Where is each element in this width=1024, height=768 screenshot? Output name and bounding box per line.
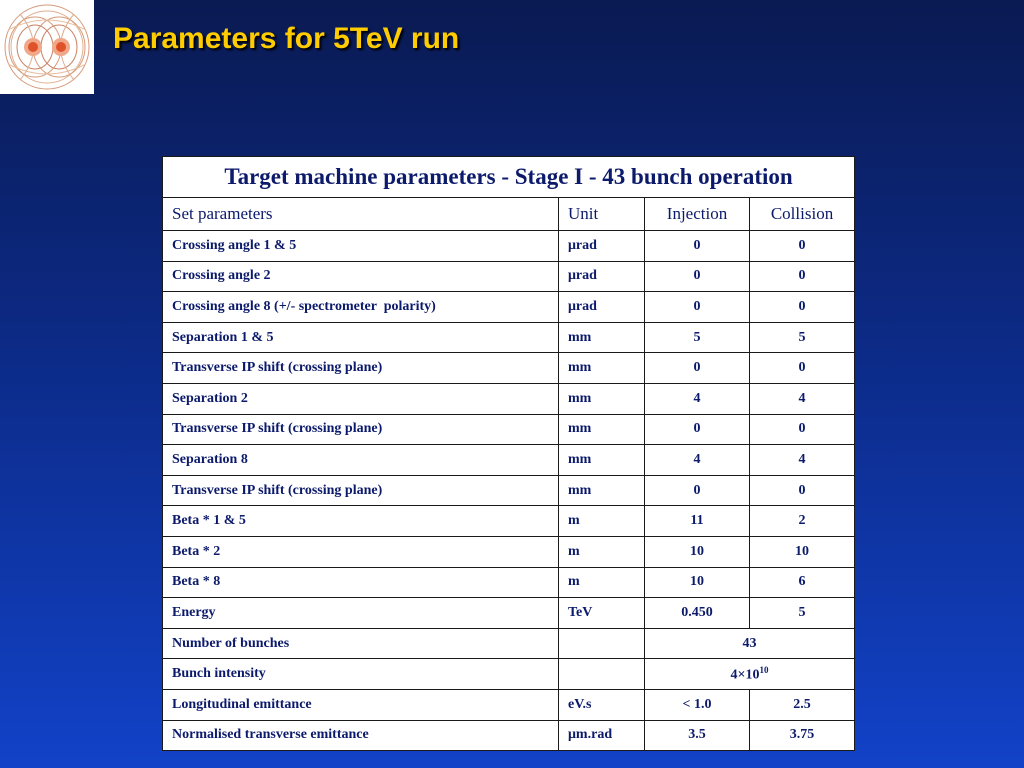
param-unit bbox=[559, 628, 645, 659]
table-row bbox=[163, 536, 855, 567]
collision-value: 5 bbox=[750, 598, 855, 629]
table-row bbox=[163, 567, 855, 598]
injection-value: 10 bbox=[645, 536, 750, 567]
table-row bbox=[163, 475, 855, 506]
collision-value: 0 bbox=[750, 414, 855, 445]
collision-value: 4 bbox=[750, 445, 855, 476]
table-row bbox=[163, 231, 855, 262]
param-name: Bunch intensity bbox=[163, 659, 559, 690]
param-name: Transverse IP shift (crossing plane) bbox=[163, 475, 559, 506]
injection-value: 4 bbox=[645, 445, 750, 476]
param-unit: mm bbox=[559, 475, 645, 506]
table-row bbox=[163, 445, 855, 476]
table-caption: Target machine parameters - Stage I - 43 bunch operation bbox=[163, 157, 855, 198]
param-name: Energy bbox=[163, 598, 559, 629]
param-name: Crossing angle 8 (+/- spectrometer polarity) bbox=[163, 292, 559, 323]
header-unit: Unit bbox=[559, 198, 645, 231]
collision-value: 0 bbox=[750, 231, 855, 262]
param-unit: m bbox=[559, 536, 645, 567]
param-name: Beta * 1 & 5 bbox=[163, 506, 559, 537]
param-unit: m bbox=[559, 567, 645, 598]
param-name: Separation 8 bbox=[163, 445, 559, 476]
injection-value: 0 bbox=[645, 261, 750, 292]
header-injection: Injection bbox=[645, 198, 750, 231]
intensity-exponent: 10 bbox=[759, 664, 769, 675]
slide-title: Parameters for 5TeV run bbox=[113, 22, 460, 55]
header-collision: Collision bbox=[750, 198, 855, 231]
table-row bbox=[163, 506, 855, 537]
table-row bbox=[163, 414, 855, 445]
param-unit: mm bbox=[559, 414, 645, 445]
table-row-long-emittance bbox=[163, 689, 855, 720]
collision-value: 5 bbox=[750, 322, 855, 353]
param-unit bbox=[559, 659, 645, 690]
param-unit: mm bbox=[559, 383, 645, 414]
collision-value: 0 bbox=[750, 353, 855, 384]
param-unit: mm bbox=[559, 322, 645, 353]
param-name: Longitudinal emittance bbox=[163, 689, 559, 720]
param-name: Normalised transverse emittance bbox=[163, 720, 559, 751]
collision-value: 2.5 bbox=[750, 689, 855, 720]
intensity-value bbox=[645, 659, 855, 690]
table-row-intensity bbox=[163, 659, 855, 690]
param-name: Crossing angle 1 & 5 bbox=[163, 231, 559, 262]
lhc-beam-logo-icon bbox=[0, 0, 94, 94]
injection-value: 0 bbox=[645, 414, 750, 445]
injection-value: 0.450 bbox=[645, 598, 750, 629]
param-name: Transverse IP shift (crossing plane) bbox=[163, 353, 559, 384]
param-unit: m bbox=[559, 506, 645, 537]
param-unit: μrad bbox=[559, 261, 645, 292]
table-row-bunches bbox=[163, 628, 855, 659]
injection-value: 5 bbox=[645, 322, 750, 353]
table-header-row bbox=[163, 198, 855, 231]
table-row bbox=[163, 292, 855, 323]
injection-value: 10 bbox=[645, 567, 750, 598]
collision-value: 0 bbox=[750, 261, 855, 292]
injection-value: 11 bbox=[645, 506, 750, 537]
param-unit: eV.s bbox=[559, 689, 645, 720]
table-row bbox=[163, 598, 855, 629]
collision-value: 10 bbox=[750, 536, 855, 567]
param-name: Separation 1 & 5 bbox=[163, 322, 559, 353]
table-row bbox=[163, 322, 855, 353]
injection-value: 0 bbox=[645, 231, 750, 262]
collision-value: 3.75 bbox=[750, 720, 855, 751]
injection-value: 0 bbox=[645, 475, 750, 506]
injection-value: 4 bbox=[645, 383, 750, 414]
table-row bbox=[163, 383, 855, 414]
parameters-table bbox=[162, 156, 855, 751]
table-row bbox=[163, 261, 855, 292]
header-set-parameters: Set parameters bbox=[163, 198, 559, 231]
table-row-norm-emittance bbox=[163, 720, 855, 751]
injection-value: < 1.0 bbox=[645, 689, 750, 720]
collision-value: 2 bbox=[750, 506, 855, 537]
param-name: Transverse IP shift (crossing plane) bbox=[163, 414, 559, 445]
collision-value: 0 bbox=[750, 475, 855, 506]
param-name: Separation 2 bbox=[163, 383, 559, 414]
collision-value: 4 bbox=[750, 383, 855, 414]
injection-value: 0 bbox=[645, 353, 750, 384]
intensity-mantissa: 4×10 bbox=[730, 667, 760, 683]
param-unit: μrad bbox=[559, 292, 645, 323]
param-unit: μrad bbox=[559, 231, 645, 262]
param-unit: TeV bbox=[559, 598, 645, 629]
param-unit: mm bbox=[559, 445, 645, 476]
param-name: Beta * 8 bbox=[163, 567, 559, 598]
injection-value: 0 bbox=[645, 292, 750, 323]
param-unit: μm.rad bbox=[559, 720, 645, 751]
collision-value: 6 bbox=[750, 567, 855, 598]
collision-value: 0 bbox=[750, 292, 855, 323]
logo bbox=[0, 0, 94, 94]
param-unit: mm bbox=[559, 353, 645, 384]
table-row bbox=[163, 353, 855, 384]
param-name: Number of bunches bbox=[163, 628, 559, 659]
bunches-value: 43 bbox=[645, 628, 855, 659]
param-name: Crossing angle 2 bbox=[163, 261, 559, 292]
injection-value: 3.5 bbox=[645, 720, 750, 751]
param-name: Beta * 2 bbox=[163, 536, 559, 567]
